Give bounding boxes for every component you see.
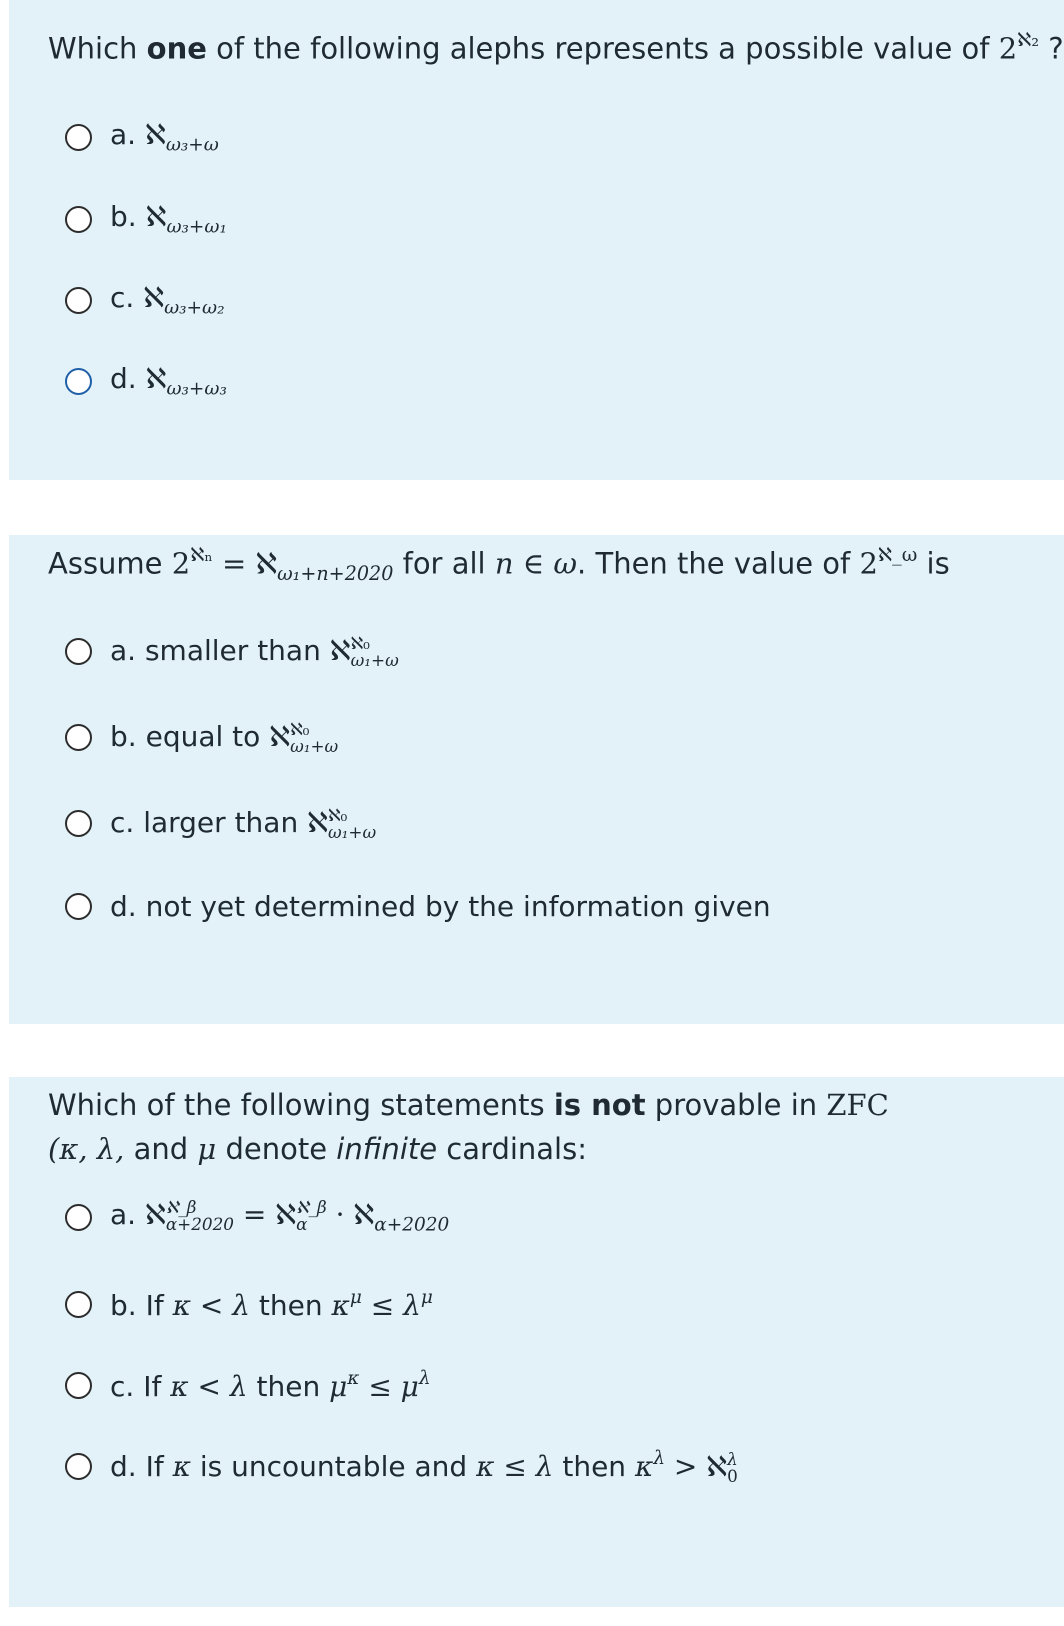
math-superscript: ℵ₀ xyxy=(290,718,310,739)
math-product: · ℵ xyxy=(326,1198,375,1232)
stem-text: Which xyxy=(48,31,147,66)
math-aleph: ℵ xyxy=(144,1198,166,1232)
stem-text: provable in xyxy=(645,1088,827,1122)
radio-button[interactable] xyxy=(65,1372,92,1399)
option-letter: a. xyxy=(110,118,137,152)
math-superscript: κ xyxy=(347,1367,360,1389)
radio-button[interactable] xyxy=(65,638,92,665)
stem-bold: one xyxy=(146,31,207,66)
radio-button[interactable] xyxy=(65,206,92,233)
math-subscript: ω₃+ω₂ xyxy=(164,297,225,319)
question-text xyxy=(48,1084,889,1171)
math-aleph: ℵ xyxy=(143,281,165,315)
math-superscript: μ xyxy=(349,1286,362,1308)
math-zfc: ZFC xyxy=(826,1088,889,1122)
option-text: smaller than xyxy=(144,633,330,667)
math-inline: κ ≤ λ xyxy=(476,1449,554,1483)
option-text: not yet determined by the information given xyxy=(145,889,771,923)
option-b[interactable] xyxy=(65,1280,433,1328)
math-aleph: ℵ xyxy=(329,633,351,667)
option-text: larger than xyxy=(143,805,308,839)
math-equals: = xyxy=(233,1198,276,1232)
math-subscript: ω₁+n+2020 xyxy=(277,562,394,586)
math-exponent: ℵ₂ xyxy=(1017,28,1040,51)
option-d[interactable] xyxy=(65,1442,738,1490)
radio-button[interactable] xyxy=(65,810,92,837)
option-a[interactable] xyxy=(65,113,219,161)
math-subscript: α xyxy=(296,1214,308,1235)
option-text: then xyxy=(247,1369,330,1403)
math-subscript: ω₃+ω₃ xyxy=(166,378,227,400)
stem-text: of the following alephs represents a possible value of xyxy=(206,31,999,66)
question-text xyxy=(48,541,950,589)
radio-button[interactable] xyxy=(65,724,92,751)
math-subscript: ω₁+ω xyxy=(350,649,399,670)
math-superscript: ℵ_β xyxy=(296,1197,327,1218)
radio-button[interactable] xyxy=(65,1291,92,1318)
stem-text: . Then the value of xyxy=(577,546,860,581)
option-c[interactable] xyxy=(65,276,224,324)
option-letter: d. xyxy=(110,889,137,923)
option-b[interactable] xyxy=(65,195,227,243)
math-inline: κ < λ xyxy=(170,1369,248,1403)
option-text: If xyxy=(145,1449,173,1483)
math-subscript: ω₁+ω xyxy=(327,821,377,842)
stem-text: Assume xyxy=(48,546,172,581)
option-letter: c. xyxy=(110,281,135,315)
math-base: 2 xyxy=(998,31,1018,66)
math-aleph: ℵ xyxy=(275,1198,297,1232)
math-superscript: ℵ₀ xyxy=(327,804,348,825)
radio-button[interactable] xyxy=(65,1453,92,1480)
radio-button[interactable] xyxy=(65,287,92,314)
option-a[interactable] xyxy=(65,627,399,675)
math-inline: (κ, λ, xyxy=(48,1131,134,1166)
option-letter: b. xyxy=(110,200,137,234)
math-exponent: ℵ_ω xyxy=(877,543,918,566)
option-letter: d. xyxy=(110,362,137,396)
math-inline: κ < λ xyxy=(172,1288,250,1322)
math-superscript: μ xyxy=(420,1286,433,1308)
option-c[interactable] xyxy=(65,1361,431,1409)
math-inline: n ∈ ω xyxy=(494,546,578,581)
option-letter: a. xyxy=(110,1198,137,1232)
stem-text: cardinals: xyxy=(437,1131,587,1166)
stem-bold: is not xyxy=(553,1088,646,1122)
math-superscript: ℵ_β xyxy=(165,1197,197,1218)
question-text xyxy=(48,26,1064,71)
math-aleph: ℵ xyxy=(145,362,167,396)
option-letter: c. xyxy=(110,1369,135,1403)
option-a[interactable] xyxy=(65,1193,449,1241)
question-card-3 xyxy=(9,1077,1064,1607)
option-text: is uncountable and xyxy=(190,1449,477,1483)
math-subscript: ω₃+ω xyxy=(165,134,219,156)
math-subscript: 0 xyxy=(727,1465,738,1486)
math-subscript: α+2020 xyxy=(374,1214,450,1236)
question-card-2 xyxy=(9,535,1064,1024)
math-inline: ≤ μ xyxy=(359,1369,419,1403)
option-b[interactable] xyxy=(65,713,338,761)
math-aleph: ℵ xyxy=(269,719,291,753)
option-text: equal to xyxy=(145,719,270,753)
math-superscript: λ xyxy=(727,1448,738,1469)
stem-text: for all xyxy=(393,546,495,581)
math-inline: > ℵ xyxy=(665,1449,728,1483)
stem-text: denote xyxy=(216,1131,337,1166)
math-base: 2 xyxy=(859,546,878,581)
option-text: If xyxy=(143,1369,171,1403)
math-superscript: λ xyxy=(653,1447,666,1469)
radio-button[interactable] xyxy=(65,124,92,151)
option-text: then xyxy=(553,1449,635,1483)
option-c[interactable] xyxy=(65,799,376,847)
math-exponent: ℵₙ xyxy=(190,543,213,566)
math-base: 2 xyxy=(171,546,191,581)
option-letter: d. xyxy=(110,1449,137,1483)
option-text: If xyxy=(145,1288,173,1322)
stem-text: and xyxy=(133,1131,198,1166)
math-inline: μ xyxy=(197,1131,217,1166)
math-aleph: ℵ xyxy=(145,200,167,234)
math-subscript: ω₁+ω xyxy=(290,735,339,756)
math-inline: μ xyxy=(329,1369,348,1403)
stem-text: Which of the following statements xyxy=(48,1088,554,1122)
question-card-1 xyxy=(9,0,1064,480)
math-superscript: ℵ₀ xyxy=(350,632,370,653)
radio-button[interactable] xyxy=(65,1204,92,1231)
math-subscript: α+2020 xyxy=(165,1214,234,1235)
math-aleph: ℵ xyxy=(144,118,166,152)
option-letter: a. xyxy=(110,633,137,667)
stem-text: ? xyxy=(1039,31,1064,66)
option-text: then xyxy=(249,1288,332,1322)
option-letter: c. xyxy=(110,805,135,839)
math-aleph: ℵ xyxy=(307,805,328,839)
math-subscript: ω₃+ω₁ xyxy=(166,216,227,238)
option-letter: b. xyxy=(110,1288,137,1322)
option-d[interactable] xyxy=(65,882,771,930)
option-d[interactable] xyxy=(65,357,227,405)
math-inline: κ xyxy=(331,1288,350,1322)
math-aleph: = ℵ xyxy=(212,546,278,581)
math-inline: κ xyxy=(634,1449,654,1483)
math-inline: ≤ λ xyxy=(361,1288,421,1322)
radio-button[interactable] xyxy=(65,368,92,395)
math-superscript: λ xyxy=(418,1367,431,1389)
math-inline: κ xyxy=(172,1449,191,1483)
option-letter: b. xyxy=(110,719,137,753)
stem-italic: infinite xyxy=(336,1131,438,1166)
radio-button[interactable] xyxy=(65,893,92,920)
stem-text: is xyxy=(917,546,950,581)
